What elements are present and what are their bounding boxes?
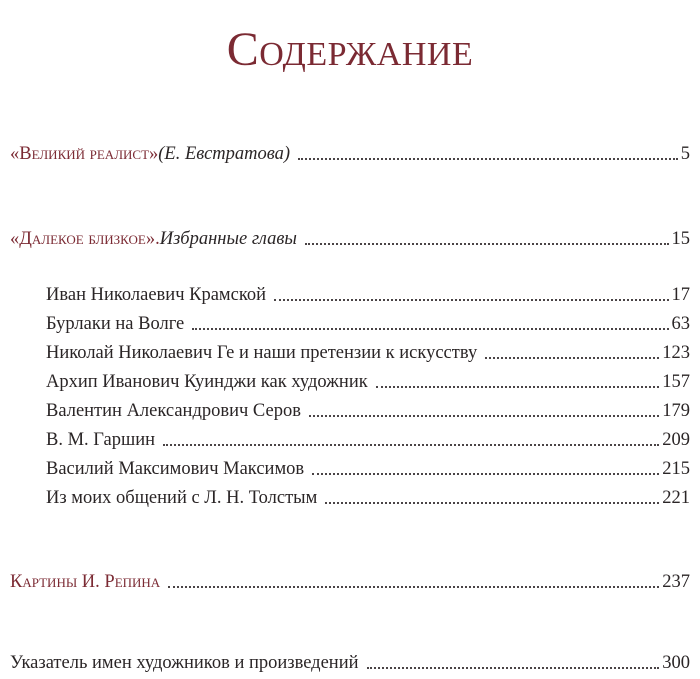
toc-chapter[interactable] <box>46 428 690 452</box>
dot-leader <box>274 299 668 301</box>
chapter-label: Из моих общений с Л. Н. Толстым <box>46 488 318 508</box>
chapter-label: Иван Николаевич Крамской <box>46 285 267 305</box>
dot-leader <box>367 667 660 669</box>
toc-chapter[interactable] <box>46 486 690 510</box>
chapter-label: Валентин Александрович Серов <box>46 401 301 421</box>
toc-entry-great-realist[interactable] <box>10 142 690 166</box>
toc-entry-paintings[interactable] <box>10 570 690 594</box>
chapter-label: Архип Иванович Куинджи как художник <box>46 372 368 392</box>
dot-leader <box>168 586 659 588</box>
toc-entry-author: (Е. Евстратова) <box>158 144 291 164</box>
page-number: 17 <box>671 285 690 305</box>
dot-leader <box>298 158 678 160</box>
toc-chapter[interactable] <box>46 457 690 481</box>
dot-leader <box>325 502 659 504</box>
chapter-label: Василий Максимович Максимов <box>46 459 305 479</box>
dot-leader <box>192 328 668 330</box>
toc-entry-index[interactable] <box>10 651 690 675</box>
page-number: 215 <box>662 459 690 479</box>
dot-leader <box>305 243 669 245</box>
toc-entry-far-near[interactable] <box>10 227 690 251</box>
toc-chapter[interactable] <box>46 370 690 394</box>
page-number: 300 <box>662 653 690 673</box>
toc-chapter[interactable] <box>46 312 690 336</box>
toc-chapter[interactable] <box>46 341 690 365</box>
page-title: Содержание <box>226 23 474 76</box>
page-number: 221 <box>662 488 690 508</box>
toc-entry-title: «Далекое близкое». <box>10 229 160 249</box>
toc-entry-subtitle: Избранные главы <box>159 229 297 249</box>
page-number: 209 <box>662 430 690 450</box>
toc-entry-title: «Великий реалист» <box>10 144 159 164</box>
toc-entry-title: Указатель имен художников и произведений <box>10 653 359 673</box>
toc-chapter[interactable] <box>46 283 690 307</box>
page-number: 179 <box>662 401 690 421</box>
dot-leader <box>309 415 659 417</box>
page-number: 237 <box>662 572 690 592</box>
dot-leader <box>376 386 660 388</box>
dot-leader <box>485 357 659 359</box>
toc-chapter[interactable] <box>46 399 690 423</box>
page-number: 5 <box>680 144 690 164</box>
page-number: 15 <box>671 229 690 249</box>
dot-leader <box>163 444 659 446</box>
toc-entry-title: Картины И. Репина <box>10 572 161 592</box>
chapter-label: Бурлаки на Волге <box>46 314 185 334</box>
page-number: 157 <box>662 372 690 392</box>
chapter-label: Николай Николаевич Ге и наши претензии к искусству <box>46 343 478 363</box>
page-number: 123 <box>662 343 690 363</box>
dot-leader <box>312 473 659 475</box>
chapter-label: В. М. Гаршин <box>46 430 156 450</box>
page-number: 63 <box>671 314 690 334</box>
